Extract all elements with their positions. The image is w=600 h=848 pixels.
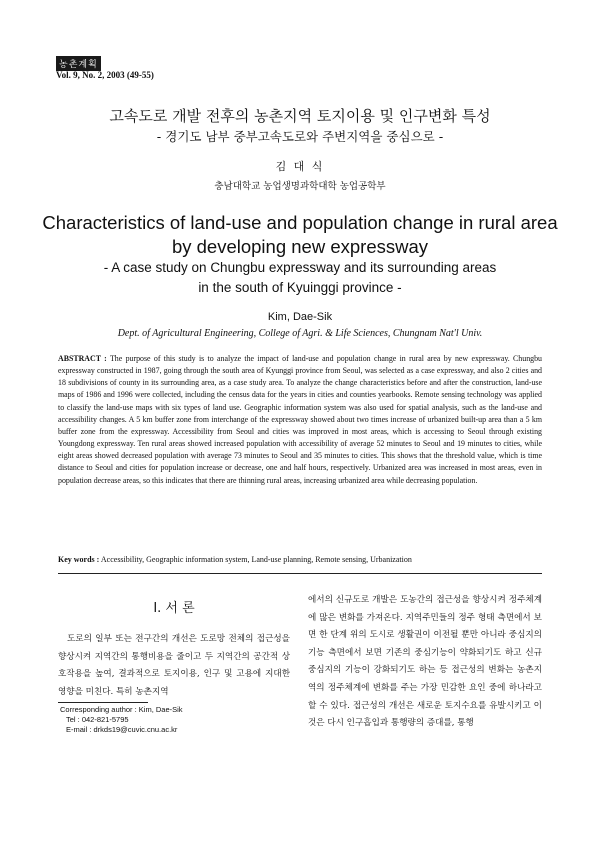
english-title-line1: Characteristics of land-use and population change in rural area — [42, 212, 558, 233]
abstract-label: ABSTRACT : — [58, 354, 107, 363]
english-author: Kim, Dae-Sik — [267, 311, 333, 323]
korean-title: 고속도로 개발 전후의 농촌지역 토지이용 및 인구변화 특성 — [109, 107, 491, 125]
journal-volume: Vol. 9, No. 2, 2003 (49-55) — [56, 70, 154, 80]
english-title-line2: by developing new expressway — [171, 236, 429, 257]
english-subtitle-line1: - A case study on Chungbu expressway and its surrounding areas — [103, 260, 497, 275]
korean-author: 김 대 식 — [275, 160, 325, 173]
english-affiliation: Dept. of Agricultural Engineering, College of Agri. & Life Sciences, Chungnam Nat'l Univ. — [117, 328, 483, 339]
abstract — [58, 353, 542, 487]
body-right-column: 에서의 신규도로 개발은 도농간의 접근성을 향상시켜 정주체계에 많은 변화를 가져온다. 지역주민들의 정주 형태 측면에서 보면 한 단계 위의 도시로 생활권이 이전될 뿐만 아니라 중심지의 기능 측면에서 보면 기존의 중심기능이 약화되기도 하고 신규 중심지의 기능이 강화되기도 하는 등 접근성의 변화는 농촌지역의 정주체계에 변화를 주는 가장 민감한 요인 중에 하나라고 할 수 있다. 접근성의 개선은 새로운 토지수요를 유발시키고 이것은 다시 인구흡입과 통행량의 증대를, 통행 — [308, 595, 542, 729]
journal-badge: 농촌계획 — [56, 56, 101, 71]
korean-subtitle: - 경기도 남부 중부고속도로와 주변지역을 중심으로 - — [156, 129, 444, 144]
footnote-divider — [58, 702, 148, 703]
keywords-label: Key words : — [58, 555, 100, 564]
section-divider — [58, 573, 542, 574]
footnote — [60, 705, 183, 736]
footnote-tel: Tel : 042-821-5795 — [66, 715, 129, 725]
english-subtitle-line2: in the south of Kyuinggi province - — [198, 280, 402, 295]
footnote-author: Corresponding author : Kim, Dae-Sik — [60, 705, 183, 714]
keywords — [58, 555, 542, 564]
body-left-column: 도로의 일부 또는 전구간의 개선은 도로망 전체의 접근성을 향상시켜 지역간의 통행비용을 줄이고 두 지역간의 공간적 상호작용을 높여, 결과적으로 토지이용, 인구 및 고용에 지대한 영향을 미친다. 특히 농촌지역 — [58, 634, 290, 697]
korean-affiliation: 충남대학교 농업생명과학대학 농업공학부 — [214, 181, 386, 192]
footnote-email: E-mail : drkds19@cuvic.cnu.ac.kr — [66, 725, 178, 735]
abstract-text: The purpose of this study is to analyze the impact of land-use and population change in rural area by new expressway. Chungbu expressway constructed in 1987, going through the south area of Kyunggi province from Seoul, was selected as a case expressway, and also 2 cities and 18 subdivisions of county in its surrounding area, as a case study area. To analyze the change characteristics before and after the construction, land-use maps of 1986 and 1996 were collected, including the census data for the years in cities and counties yearbooks. Remote sensing technology was applied to classify the land-use maps with six types of land use. Geographic information system was also used for spatial analysis, such as the land-use and accessibility changes. A 5 km buffer zone from interchange of the expressway showed about two times increase of urbanized built-up area than a 5 km buffer zone from the expressway. Accessibility from Seoul and cities was improved in most areas, which is accessing to Seoul through existing Youngdong expressway. Ten rural areas showed increased population with accessibility of average 52 minutes to Seoul and 19 minutes to cities, while eight areas showed decreased population with average 73 minutes to Seoul and 35 minutes to cities. This shows that the threshold value, which is time distance to Seoul and cities for population increase or decrease, one and half hours, respectively. Urbanized area was increased in most areas, even in population decrease areas, so this indicates that there are thinning rural areas, increasing urbanized area while decreasing population. — [58, 354, 542, 485]
keywords-text: Accessibility, Geographic information system, Land-use planning, Remote sensing, Urbanization — [100, 555, 412, 564]
section-heading: Ⅰ. 서 론 — [153, 601, 195, 616]
